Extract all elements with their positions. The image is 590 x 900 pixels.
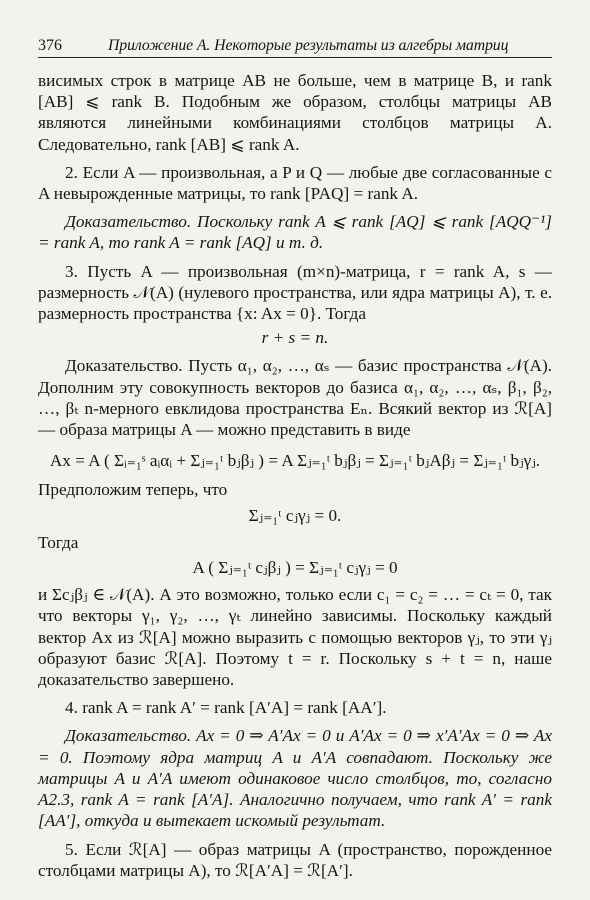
paragraph-proof-3: Доказательство. Пусть α₁, α₂, …, αₛ — базис пространства 𝒩(A). Дополним эту совокупность векторов до базиса α₁, α₂, …, αₛ, β₁, β₂, …, βₜ n-мерного евклидова пространства Eₙ. Всякий вектор из ℛ[A] — образа матрицы A — можно представить в виде [38, 356, 552, 440]
running-title: Приложение А. Некоторые результаты из алгебры матриц [108, 37, 509, 54]
paragraph-item-2: 2. Если A — произвольная, а P и Q — любые две согласованные с A невырожденные матрицы, то rank [PAQ] = rank A. [38, 162, 552, 204]
paragraph-conclusion-3: и Σcⱼβⱼ ∈ 𝒩(A). А это возможно, только если c₁ = c₂ = … = cₜ = 0, так что векторы γ₁, γ₂, …, γₜ линейно зависимы. Поскольку каждый вектор Ax из ℛ[A] можно выразить с помощью векторов γⱼ, то эти γⱼ образуют базис ℛ[A]. Поэтому t = r. Поскольку s + t = n, наше доказательство завершено. [38, 585, 552, 690]
paragraph-item-3: 3. Пусть A — произвольная (m×n)-матрица, r = rank A, s — размерность 𝒩(A) (нулевого пространства, или ядра матрицы A), т. е. размерность пространства {x: Ax = 0}. Тогда [38, 261, 552, 324]
paragraph-then: Тогда [38, 532, 79, 552]
page-header [38, 33, 552, 58]
formula-a-sum-c-beta: A ( Σⱼ₌₁ᵗ cⱼβⱼ ) = Σⱼ₌₁ᵗ cⱼγⱼ = 0 [192, 558, 398, 578]
formula-ax-expansion: Ax = A ( Σᵢ₌₁ˢ aᵢαᵢ + Σⱼ₌₁ᵗ bⱼβⱼ ) = A Σⱼ₌₁ᵗ bⱼβⱼ = Σⱼ₌₁ᵗ bⱼAβⱼ = Σⱼ₌₁ᵗ bⱼγⱼ. [49, 451, 541, 471]
paragraph-proof-4: Доказательство. Ax = 0 ⇒ A′Ax = 0 и A′Ax = 0 ⇒ x′A′Ax = 0 ⇒ Ax = 0. Поэтому ядра матриц A и A′A совпадают. Поскольку же матрицы A и A′A имеют одинаковое число столбцов, то, согласно A2.3, rank A = rank [A′A]. Аналогично получаем, что rank A′ = rank [AA′], откуда и вытекает искомый результат. [38, 726, 552, 831]
formula-sum-c-gamma: Σⱼ₌₁ᵗ cⱼγⱼ = 0. [248, 505, 342, 525]
paragraph-proof-2: Доказательство. Поскольку rank A ⩽ rank [AQ] ⩽ rank [AQQ⁻¹] = rank A, то rank A = rank [AQ] и т. д. [38, 212, 552, 253]
page-body [38, 70, 552, 881]
page-number: 376 [38, 37, 62, 54]
paragraph-assume: Предположим теперь, что [38, 480, 228, 500]
paragraph-item-4: 4. rank A = rank A′ = rank [A′A] = rank [AA′]. [65, 698, 387, 718]
paragraph-continuation: висимых строк в матрице AB не больше, чем в матрице B, и rank [AB] ⩽ rank B. Подобным же образом, столбцы матрицы AB являются линейными комбинациями столбцов матрицы A. Следовательно, rank [AB] ⩽ rank A. [38, 71, 552, 154]
paragraph-item-5: 5. Если ℛ[A] — образ матрицы A (пространство, порожденное столбцами матрицы A), то ℛ[A′A] = ℛ[A′]. [38, 839, 552, 880]
formula-r-plus-s: r + s = n. [261, 328, 329, 348]
